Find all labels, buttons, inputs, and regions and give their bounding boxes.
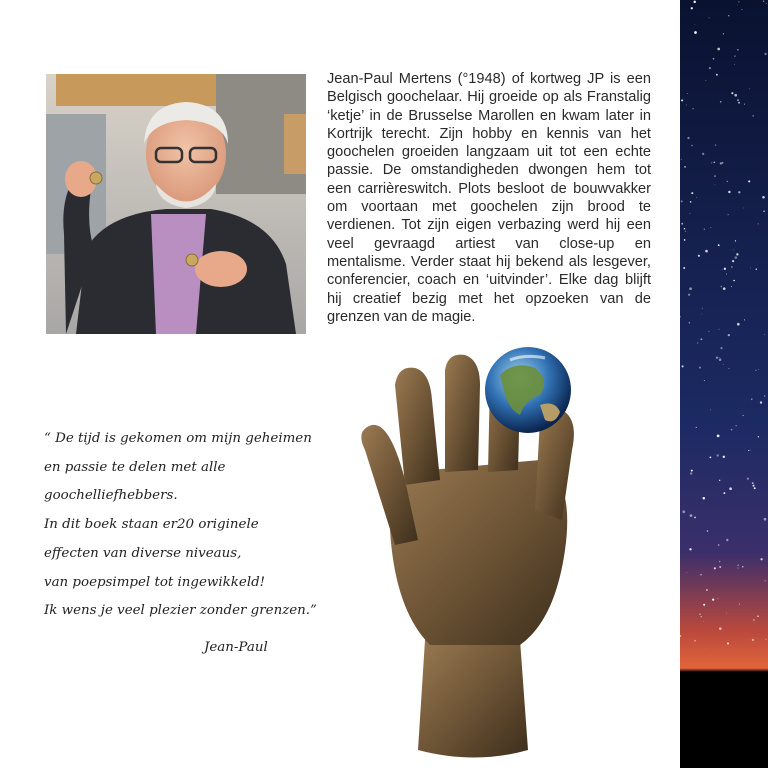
star (738, 102, 740, 104)
star (717, 435, 720, 438)
star (719, 561, 721, 563)
star (726, 613, 727, 614)
star (682, 365, 684, 367)
star (711, 227, 712, 228)
quote-line: “ De tijd is gekomen om mijn geheimen (44, 431, 312, 446)
star (763, 1, 764, 2)
star (721, 286, 722, 287)
star (701, 616, 702, 617)
star (723, 33, 724, 34)
star (690, 201, 692, 203)
star (691, 7, 693, 9)
star (715, 144, 716, 145)
star (719, 358, 722, 361)
star (717, 48, 720, 51)
star (734, 64, 735, 65)
star (733, 249, 734, 250)
star (737, 323, 740, 326)
star (760, 558, 762, 560)
star (728, 15, 729, 16)
star (681, 159, 682, 160)
star (726, 539, 728, 541)
star (707, 530, 709, 532)
star (693, 108, 694, 109)
star (719, 627, 722, 630)
star (756, 268, 757, 269)
star (684, 166, 686, 168)
star (714, 567, 716, 569)
star (714, 175, 716, 177)
star (720, 347, 722, 349)
star (720, 101, 722, 103)
bronze-hand-sculpture (350, 340, 595, 760)
star (728, 334, 730, 336)
star (719, 357, 720, 358)
star (690, 514, 693, 517)
magician-photo (46, 74, 306, 334)
star (681, 223, 683, 225)
star (764, 53, 766, 55)
star (738, 565, 739, 566)
hand-holding-globe-illustration (350, 340, 595, 760)
star (723, 364, 724, 365)
star (710, 409, 711, 410)
star (696, 427, 697, 428)
star (764, 518, 767, 521)
star (705, 250, 708, 253)
star (735, 240, 736, 241)
star (716, 74, 718, 76)
star (698, 255, 700, 257)
star (754, 487, 756, 489)
star (753, 619, 754, 620)
quote-signature: Jean-Paul (204, 639, 268, 655)
star (727, 181, 728, 182)
star (689, 322, 691, 324)
star (686, 105, 687, 106)
star (735, 256, 737, 258)
star (683, 267, 685, 269)
star (693, 1, 695, 3)
star (737, 49, 739, 51)
star (703, 497, 705, 499)
star (704, 229, 705, 230)
star (738, 191, 740, 193)
star (709, 67, 711, 69)
star (719, 329, 720, 330)
star (765, 639, 766, 640)
star (760, 401, 762, 403)
star (748, 180, 750, 182)
star (734, 55, 735, 56)
star (700, 338, 702, 340)
star (728, 191, 730, 193)
star (722, 269, 723, 270)
quote-line: van poepsimpel tot ingewikkeld! (44, 574, 266, 590)
star (700, 574, 702, 576)
quote-line: goochelliefhebbers. (44, 488, 178, 504)
night-sky-strip (680, 0, 768, 768)
star (758, 223, 759, 224)
star (742, 566, 743, 567)
star (726, 274, 727, 275)
star (697, 342, 698, 343)
starry-sky-illustration (680, 0, 768, 768)
star (758, 369, 759, 370)
handwritten-quote (44, 425, 344, 663)
star (684, 239, 686, 241)
star (705, 80, 706, 81)
star (731, 286, 732, 287)
quote-line: effecten van diverse niveaus, (44, 545, 242, 561)
star (716, 357, 718, 359)
star (765, 580, 766, 581)
star (764, 334, 765, 335)
star (689, 548, 691, 550)
star (715, 184, 716, 185)
star (720, 162, 722, 164)
star (749, 88, 750, 89)
star (729, 368, 730, 369)
star (687, 93, 688, 94)
star (732, 260, 734, 262)
star (743, 208, 744, 209)
star (694, 31, 697, 34)
star (752, 115, 753, 116)
star (747, 478, 749, 480)
star (686, 572, 687, 573)
star (690, 472, 692, 474)
star (724, 268, 726, 270)
star (719, 480, 720, 481)
star (688, 294, 690, 296)
star (744, 319, 745, 320)
star (758, 436, 759, 437)
star (701, 314, 702, 315)
star (682, 510, 685, 513)
star (757, 615, 758, 616)
star (685, 231, 686, 232)
star (729, 487, 732, 490)
star (722, 162, 723, 163)
star (684, 228, 685, 229)
star (750, 450, 751, 451)
star (744, 104, 745, 105)
star (702, 308, 703, 309)
star (737, 99, 739, 101)
magician-photo-illustration (46, 74, 306, 334)
star (731, 92, 733, 94)
star (718, 244, 720, 246)
star (687, 137, 689, 139)
star (752, 482, 754, 484)
star (709, 456, 711, 458)
star (694, 516, 696, 518)
quote-line: Ik wens je veel plezier zonder grenzen.” (44, 603, 317, 619)
star (689, 213, 690, 214)
star (709, 18, 710, 19)
star (723, 456, 725, 458)
star (681, 99, 683, 101)
star (731, 266, 732, 267)
star (751, 398, 753, 400)
star (704, 380, 705, 381)
quote-line: en passie te delen met alle (44, 459, 226, 475)
star (699, 614, 700, 615)
star (764, 395, 765, 396)
star (689, 287, 692, 290)
star (755, 370, 756, 371)
star (696, 197, 697, 198)
star (728, 214, 729, 215)
star (719, 566, 721, 568)
star (714, 162, 715, 163)
star (731, 429, 733, 431)
quote-line: In dit boek staan er20 originele (44, 517, 259, 533)
star (691, 192, 693, 194)
star (763, 210, 765, 212)
star (703, 604, 705, 606)
star (706, 649, 707, 650)
star (681, 200, 683, 202)
star (766, 3, 767, 4)
star (737, 5, 738, 6)
biography-text: Jean-Paul Mertens (°1948) of kortweg JP is een Belgisch goochelaar. Hij groeide op als Franstalig ‘ketje’ in de Brusselse Marollen en kwam later in Kortrijk terecht. Zijn hobby en kennis van het goochelen groeiden langzaam uit tot een echte passie. De omstandigheden dwongen hem tot een carrièreswitch. Plots besloot de bouwvakker om voortaan met goochelen zijn brood te verdienen. Tot zijn eigen verbazing werd hij een veel gevraagd artiest van close-up en mentalisme. Verder staat hij bekend als lesgever, conferencier, coach en ‘uitvinder’. Elke dag blijft hij creatief bezig met het opzoeken van de grenzen van de magie. (327, 71, 651, 325)
star (723, 492, 725, 494)
star (709, 331, 710, 332)
star (734, 94, 737, 97)
star (738, 1, 739, 2)
star (736, 253, 738, 255)
star (752, 639, 754, 641)
star (742, 9, 743, 10)
star (743, 415, 744, 416)
star (762, 196, 765, 199)
star (694, 24, 695, 25)
star (717, 454, 719, 456)
star (712, 598, 714, 600)
star (691, 145, 693, 147)
star (706, 589, 708, 591)
star (727, 643, 729, 645)
star (703, 621, 704, 622)
star (699, 367, 701, 369)
star (718, 544, 720, 546)
star (752, 485, 754, 487)
star (702, 153, 704, 155)
star (713, 58, 715, 60)
star (717, 598, 718, 599)
star (694, 640, 696, 642)
star (733, 280, 735, 282)
star (748, 450, 749, 451)
star (750, 268, 751, 269)
star (723, 287, 726, 290)
star (736, 425, 737, 426)
star (711, 162, 712, 163)
star (691, 470, 693, 472)
star (737, 568, 738, 569)
star (739, 604, 740, 605)
